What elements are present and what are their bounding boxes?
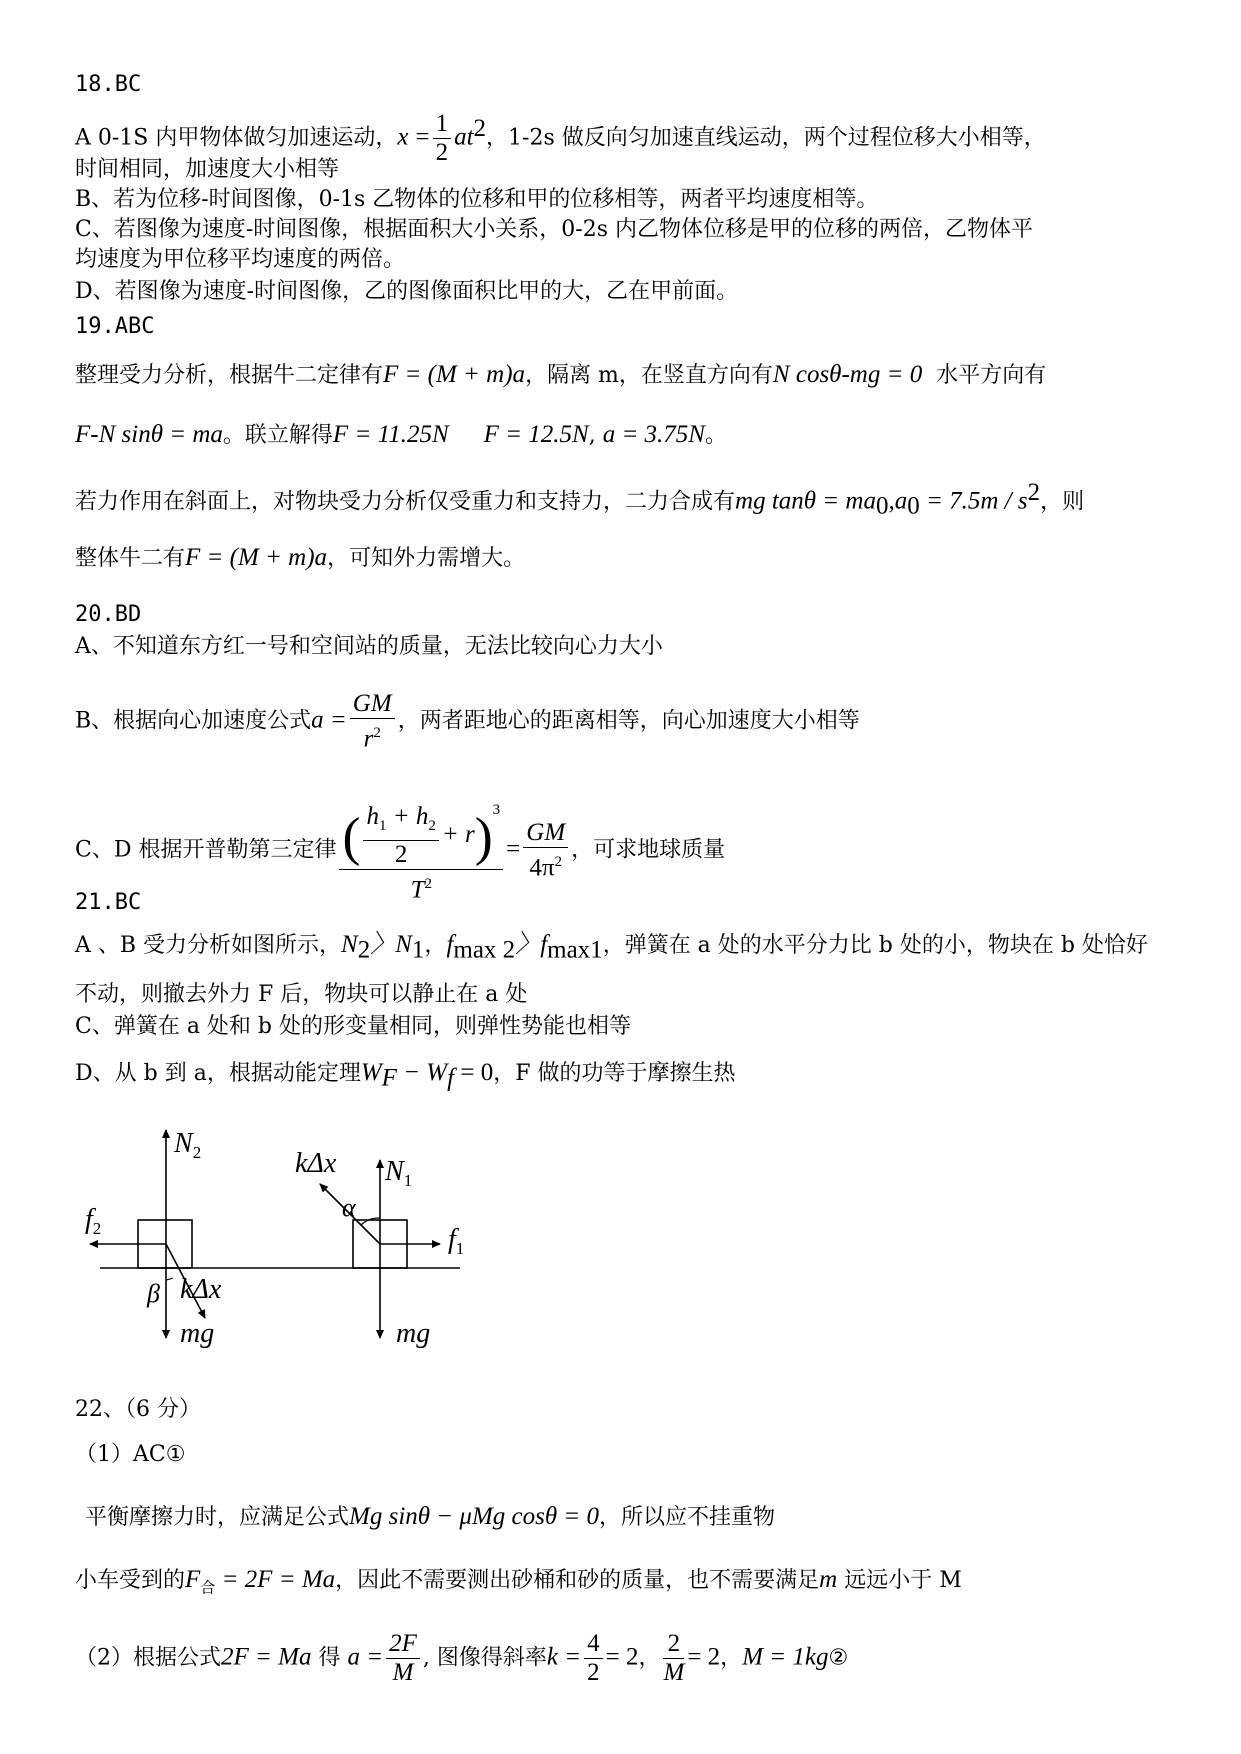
q22-l1-post: ，所以应不挂重物 [599,1505,776,1530]
q20-4pi-sup: 2 [554,853,563,870]
q21-N1-sub: 1 [411,936,425,964]
q21-a-post: ，弹簧在 a 处的水平分力比 b 处的小，物块在 b 处恰好 [602,933,1148,958]
q20-b-fraction [350,690,395,753]
q22-l2-F: F [185,1566,201,1593]
angle-beta-arc [166,1278,173,1280]
q19-line4 [75,543,525,574]
label-mg-left: mg [180,1318,215,1349]
label-mg-right: mg [396,1318,431,1349]
q20-kepler-fraction [339,796,503,905]
q22-l3-a: a = [347,1643,384,1671]
q19-l2-eq3: F = 12.5N [483,421,589,448]
q22-l3-eq3: = 2 [687,1643,721,1671]
q20-4pi-wrap [523,848,568,882]
q20-gm-fraction [523,819,568,882]
q21-WF-sub: F [381,1064,397,1092]
q21-option-c: C、弹簧在 a 处和 b 处的形变量相同，则弹性势能也相等 [75,1014,632,1039]
q20-kepler-den [339,870,503,904]
q20-b-pre: B、根据向心加速度公式 [75,708,312,734]
q19-l3-eq: mg tanθ = ma [735,487,876,515]
q20-cd-pre: C、D 根据开普勒第三定律 [75,837,337,863]
q22-l2-post: 远远小于 M [844,1568,962,1593]
q21-gt-N1: 〉N [370,931,412,958]
q20-cd-post: ，可求地球质量 [571,837,726,863]
force-diagram [80,1120,500,1370]
q21-a-pre: A 、B 受力分析如图所示， [75,933,342,958]
q21-d-post: ，F 做的功等于摩擦生热 [493,1061,736,1086]
q20-plus-r: + r [441,821,475,848]
q22-l3-mid: , 图像得斜率 [422,1645,547,1671]
q20-h1-sub: 1 [378,818,387,835]
label-f1: $f_1$ [448,1224,465,1258]
q20-h1: h [366,803,379,831]
q18-a-sup: 2 [473,115,487,143]
q21-d-pre: D、从 b 到 a，根据动能定理 [75,1061,361,1086]
q22-n2: 4 [584,1630,603,1659]
q18-option-d: D、若图像为速度-时间图像，乙的图像面积比甲的大，乙在甲前面。 [75,279,739,304]
label-beta: β [147,1279,160,1308]
q18-a-post: ，1-2s 做反向匀加速直线运动，两个过程位移大小相等， [486,125,1046,151]
q19-l2-eq4: a = 3.75N [602,421,705,448]
q18-a-at: at [454,123,474,151]
q22-d3: M [663,1659,685,1686]
q21-gt-f: 〉f [515,931,548,958]
q18-a-fraction [433,110,452,167]
q21-Wf-sub: f [447,1064,455,1092]
q20-option-a: A、不知道东方红一号和空间站的质量，无法比较向心力大小 [75,634,663,659]
q22-part1: （1）AC① [75,1442,186,1467]
q22-l2-mid: ，因此不需要测出砂桶和砂的质量，也不需要满足 [335,1568,820,1593]
q19-l1-pre: 整理受力分析，根据牛二定律有 [75,363,384,388]
q21-option-ab-line2: 不动，则撤去外力 F 后，物块可以静止在 a 处 [75,982,528,1007]
q20-inner-fraction [363,803,438,869]
label-f2: $f_2$ [85,1204,102,1238]
q20-b-sup: 2 [373,725,381,741]
q22-l2-m: m [819,1566,838,1593]
q19-l3-sub1: 0 [907,492,920,520]
q18-option-a-line2: 时间相同，加速度大小相等 [75,157,340,182]
label-N2: $N_2$ [174,1128,202,1162]
q18-a-eq: = [415,123,430,151]
q22-heading: 22、（6 分） [75,1397,201,1422]
q22-n1: 2F [386,1630,420,1659]
q20-b-den: r [363,725,374,753]
q19-l2-eq2: F = 11.25N [332,421,449,448]
q21-f: f [446,931,454,958]
q22-l3-sep: ， [638,1645,661,1671]
angle-alpha-arc [361,1218,380,1225]
q21-Wf: − W [396,1059,448,1086]
q22-l3-pre: （2）根据公式 [75,1645,221,1671]
q22-l2-eq: = 2F = Ma [215,1566,336,1593]
q20-inner-num [363,803,438,841]
q22-l3-M: M = 1kg [742,1643,829,1671]
q19-l3-a0: ,a [888,487,908,515]
q22-l3-k: k = [546,1643,582,1671]
q21-option-d [75,1058,735,1093]
q20-heading: 20.BD [75,602,142,627]
q22-line3 [75,1630,848,1687]
q21-option-ab-line1 [75,930,1148,965]
q22-l2-pre: 小车受到的 [75,1568,186,1593]
q19-l1-post: 水平方向有 [936,363,1047,388]
q19-l2-eq1: F-N sinθ = ma [75,421,223,448]
q22-d1: M [392,1659,414,1686]
label-kdx-left: kΔx [180,1274,222,1305]
q22-l2-sub: 合 [200,1578,216,1597]
q19-l3-post: ，则 [1040,489,1085,515]
q22-l1-eq: Mg sinθ − μMg cosθ = 0 [349,1503,600,1530]
q18-a-x: x [397,123,409,151]
label-N1: $N_1$ [385,1156,413,1190]
q18-option-c-line2: 均速度为甲位移平均速度的两倍。 [75,247,406,272]
q22-n3: 2 [663,1630,684,1659]
q22-d2: 2 [587,1659,600,1686]
q18-option-c-line1: C、若图像为速度-时间图像，根据面积大小关系，0-2s 内乙物体位移是甲的位移的两倍，乙物体平 [75,217,1033,242]
q22-frac-2-M [663,1630,684,1687]
label-kdx-right: kΔx [295,1148,337,1179]
q21-f-sub1: max1 [547,936,603,964]
q20-4pi: 4π [529,853,555,881]
q20-option-cd [75,796,725,905]
q20-T-sup: 2 [424,876,433,893]
q21-N2: N [341,931,358,958]
q20-b-num: GM [350,690,395,719]
q19-l3-pre: 若力作用在斜面上，对物块受力分析仅受重力和支持力，二力合成有 [75,489,736,515]
q20-cube: 3 [492,802,501,818]
q20-b-post: ，两者距地心的距离相等，向心加速度大小相等 [397,708,860,734]
q21-N2-sub: 2 [357,936,371,964]
q22-l3-circ: ② [828,1645,849,1671]
q21-WF: W [360,1059,382,1086]
q20-eq: = [506,835,521,863]
q22-line1 [85,1502,775,1533]
q20-T: T [410,876,425,904]
q19-l1-eq2: N cosθ-mg = 0 [772,361,923,388]
q19-line3 [75,478,1084,522]
q20-h2: + h [386,803,429,831]
q20-h2-sub: 2 [428,818,436,835]
q19-line2 [75,420,727,451]
q19-l3-val: = 7.5m / s [919,487,1028,515]
q20-b-a: a = [311,706,347,734]
q19-l2-end: 。 [704,423,727,448]
q19-l4-eq: F = (M + m)a [185,544,328,571]
q21-eq0: = 0 [454,1059,494,1086]
q19-l2-comma: , [588,423,596,448]
q19-heading: 19.ABC [75,314,155,339]
q19-l4-pre: 整体牛二有 [75,546,186,571]
q22-l3-de: 得 [318,1645,341,1671]
q22-line2 [75,1565,962,1602]
q21-f-sub2: max 2 [453,936,516,964]
q19-l1-eq1: F = (M + m)a [383,361,526,388]
q18-heading: 18.BC [75,72,142,97]
q22-frac-2F-M [386,1630,420,1687]
q22-l1-pre: 平衡摩擦力时，应满足公式 [85,1505,350,1530]
q22-l3-eq2: = 2 [605,1643,639,1671]
q19-line1 [75,360,1046,391]
q19-l4-post: ，可知外力需增大。 [327,546,526,571]
q18-a-text: A 0-1S 内甲物体做匀加速运动， [75,125,398,151]
q22-frac-4-2 [584,1630,603,1687]
q21-heading: 21.BC [75,890,142,915]
q21-comma: ， [424,933,447,958]
q19-l3-sub0: 0 [875,492,889,520]
q18-option-b: B、若为位移-时间图像，0-1s 乙物体的位移和甲的位移相等，两者平均速度相等。 [75,187,879,212]
q20-inner-den: 2 [394,841,408,869]
q19-l1-mid: ，隔离 m，在竖直方向有 [525,363,773,388]
q22-l3-sep2: ， [720,1645,743,1671]
label-alpha: α [342,1193,356,1222]
q19-l2-mid: 。联立解得 [222,423,333,448]
q18-a-den: 2 [435,139,449,166]
q20-kepler-numerator: ( $\frac{h_1 + h_2}{2}$ + r)$^3$ [339,796,503,870]
q20-gm: GM [523,819,568,848]
q19-l3-sup: 2 [1027,479,1041,506]
q20-option-b [75,690,860,753]
q18-a-num: 1 [433,110,452,139]
q22-l3-eq: 2F = Ma [221,1643,312,1671]
q20-b-den-wrap [350,719,395,753]
